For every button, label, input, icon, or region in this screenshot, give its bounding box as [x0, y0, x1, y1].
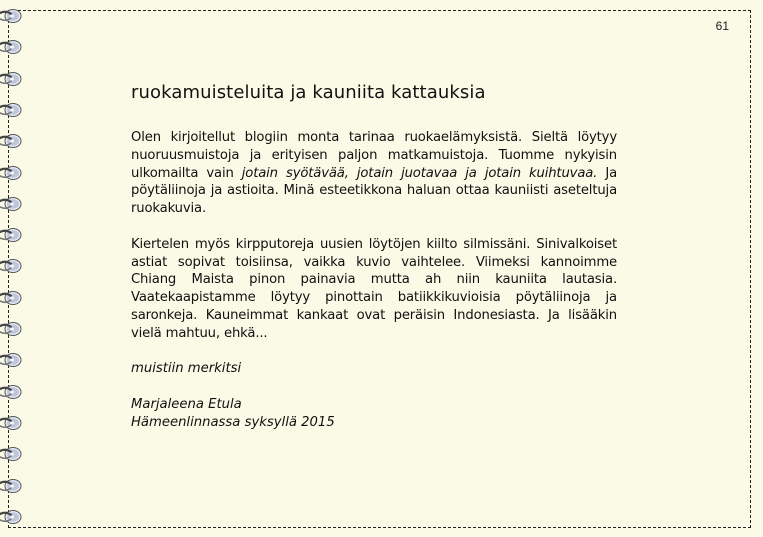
paragraph-1-text-a: Olen kirjoitellut blogiin monta tarinaa ruokaelämyksistä. Sieltä löytyy nuoruusmuistoja ja erityisen paljon matkamuistoja. Tuomme nykyisin ulkomailta vain	[131, 130, 617, 181]
spiral-binding	[0, 0, 30, 537]
spiral-ring-icon	[0, 226, 26, 244]
signature-block	[131, 396, 617, 432]
spiral-ring-icon	[0, 7, 26, 25]
spiral-ring-icon	[0, 508, 26, 526]
spiral-ring-icon	[0, 132, 26, 150]
paragraph-2: Kiertelen myös kirpputoreja uusien löytöjen kiilto silmissäni. Sinivalkoiset astiat sopivat toisiinsa, vaikka kuvio vaihtelee. Viimeksi kannoimme Chiang Maista pinon painavia mutta ah niin kauniita lautasia. Vaatekaapistamme löytyy pinottain batiikkikuvioisia pöytäliinoja ja saronkeja. Kauneimmat kankaat ovat peräisin Indonesiasta. Ja lisääkin vielä mahtuu, ehkä...	[131, 236, 617, 341]
spiral-ring-icon	[0, 383, 26, 401]
signature-name: Marjaleena Etula	[131, 396, 242, 412]
spiral-ring-icon	[0, 445, 26, 463]
page-content	[131, 82, 617, 432]
paragraph-1-emphasis: jotain syötävää, jotain juotavaa ja jotain kuihtuvaa.	[241, 165, 598, 181]
spiral-ring-icon	[0, 195, 26, 213]
spiral-ring-icon	[0, 320, 26, 338]
spiral-ring-icon	[0, 257, 26, 275]
spacer	[131, 378, 617, 396]
note-line: muistiin merkitsi	[131, 361, 242, 377]
spiral-ring-icon	[0, 351, 26, 369]
spiral-ring-icon	[0, 70, 26, 88]
spiral-ring-icon	[0, 477, 26, 495]
spiral-ring-icon	[0, 414, 26, 432]
page-number: 61	[715, 19, 729, 33]
signature-place: Hämeenlinnassa syksyllä 2015	[131, 414, 335, 430]
spiral-ring-icon	[0, 164, 26, 182]
spiral-ring-icon	[0, 38, 26, 56]
paragraph-1	[131, 129, 617, 218]
paragraph-1-text-b: Ja pöytäliinoja ja astioita. Minä esteetikkona haluan ottaa kauniisti aseteltuja ruokakuvia.	[131, 165, 618, 217]
spiral-ring-icon	[0, 289, 26, 307]
page-title: ruokamuisteluita ja kauniita kattauksia	[131, 82, 486, 103]
spiral-ring-icon	[0, 101, 26, 119]
